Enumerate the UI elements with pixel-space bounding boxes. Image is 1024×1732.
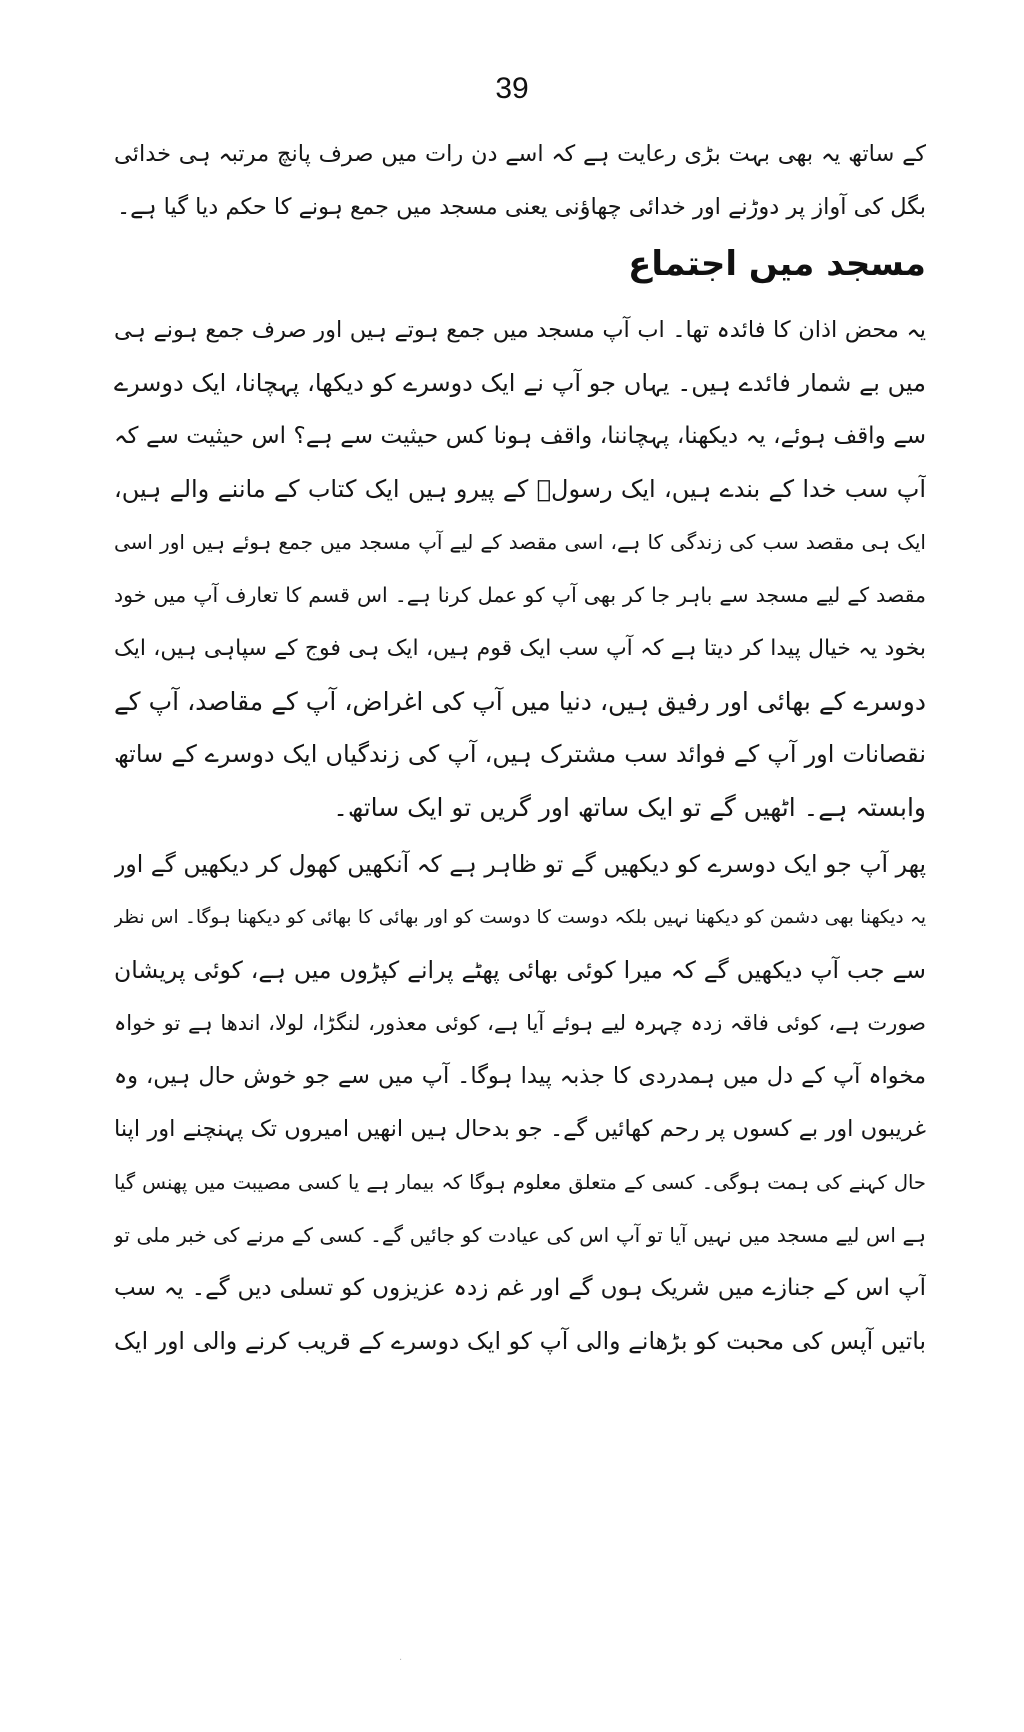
- text-line: مقصد کے لیے مسجد سے باہر جا کر بھی آپ کو عمل کرنا ہے۔ اس قسم کا تعارف آپ میں خود: [114, 583, 926, 607]
- text-line: یہ دیکھنا بھی دشمن کو دیکھنا نہیں بلکہ دوست کا دوست کو اور بھائی کا بھائی کو دیکھنا ہوگا۔ اس نظر: [114, 907, 926, 928]
- paragraph-1: [114, 128, 926, 234]
- text-line: غریبوں اور بے کسوں پر رحم کھائیں گے۔ جو بدحال ہیں انھیں امیروں تک پہنچنے اور اپنا: [114, 1116, 926, 1142]
- text-line: آپ سب خدا کے بندے ہیں، ایک رسولؐ کے پیرو ہیں ایک کتاب کے ماننے والے ہیں،: [114, 475, 926, 503]
- text-line: پھر آپ جو ایک دوسرے کو دیکھیں گے تو ظاہر ہے کہ آنکھیں کھول کر دیکھیں گے اور: [114, 850, 926, 878]
- text-line: دوسرے کے بھائی اور رفیق ہیں، دنیا میں آپ کی اغراض، آپ کے مقاصد، آپ کے: [114, 687, 926, 716]
- text-line: بگل کی آواز پر دوڑنے اور خدائی چھاؤنی یعنی مسجد میں جمع ہونے کا حکم دیا گیا ہے۔: [116, 194, 926, 220]
- text-line: آپ اس کے جنازے میں شریک ہوں گے اور غم زدہ عزیزوں کو تسلی دیں گے۔ یہ سب: [114, 1275, 926, 1301]
- text-line: وابستہ ہے۔ اٹھیں گے تو ایک ساتھ اور گریں تو ایک ساتھ۔: [333, 793, 926, 822]
- text-line: ہے اس لیے مسجد میں نہیں آیا تو آپ اس کی عیادت کو جائیں گے۔ کسی کے مرنے کی خبر ملی تو: [114, 1223, 926, 1247]
- scan-speck: ·: [399, 1655, 403, 1666]
- text-line: یہ محض اذان کا فائدہ تھا۔ اب آپ مسجد میں جمع ہوتے ہیں اور صرف جمع ہونے ہی: [114, 317, 926, 343]
- text-line: میں بے شمار فائدے ہیں۔ یہاں جو آپ نے ایک دوسرے کو دیکھا، پہچانا، ایک دوسرے: [114, 369, 926, 397]
- paragraph-3: [114, 838, 926, 1368]
- text-line: مخواہ آپ کے دل میں ہمدردی کا جذبہ پیدا ہوگا۔ آپ میں سے جو خوش حال ہیں، وہ: [114, 1063, 926, 1089]
- text-line: حال کہنے کی ہمت ہوگی۔ کسی کے متعلق معلوم ہوگا کہ بیمار ہے یا کسی مصیبت میں پھنس گیا: [114, 1171, 926, 1194]
- text-line: بخود یہ خیال پیدا کر دیتا ہے کہ آپ سب ایک قوم ہیں، ایک ہی فوج کے سپاہی ہیں، ایک: [114, 636, 926, 661]
- text-line: سے واقف ہوئے، یہ دیکھنا، پہچاننا، واقف ہونا کس حیثیت سے ہے؟ اس حیثیت سے کہ: [114, 423, 926, 449]
- text-line: صورت ہے، کوئی فاقہ زدہ چہرہ لیے ہوئے آیا ہے، کوئی معذور، لنگڑا، لولا، اندھا ہے تو خواہ: [114, 1011, 926, 1035]
- text-line: باتیں آپس کی محبت کو بڑھانے والی آپ کو ایک دوسرے کے قریب کرنے والی اور ایک: [114, 1327, 926, 1355]
- section-heading: مسجد میں اجتماع: [628, 244, 926, 284]
- text-line: کے ساتھ یہ بھی بہت بڑی رعایت ہے کہ اسے دن رات میں صرف پانچ مرتبہ ہی خدائی: [114, 141, 926, 167]
- paragraph-2: [114, 304, 926, 834]
- text-line: سے جب آپ دیکھیں گے کہ میرا کوئی بھائی پھٹے پرانے کپڑوں میں ہے، کوئی پریشان: [114, 956, 926, 984]
- page-number: 39: [495, 72, 529, 105]
- text-line: ایک ہی مقصد سب کی زندگی کا ہے، اسی مقصد کے لیے آپ مسجد میں جمع ہوئے ہیں اور اسی: [114, 530, 926, 554]
- text-line: نقصانات اور آپ کے فوائد سب مشترک ہیں، آپ کی زندگیاں ایک دوسرے کے ساتھ: [114, 740, 926, 768]
